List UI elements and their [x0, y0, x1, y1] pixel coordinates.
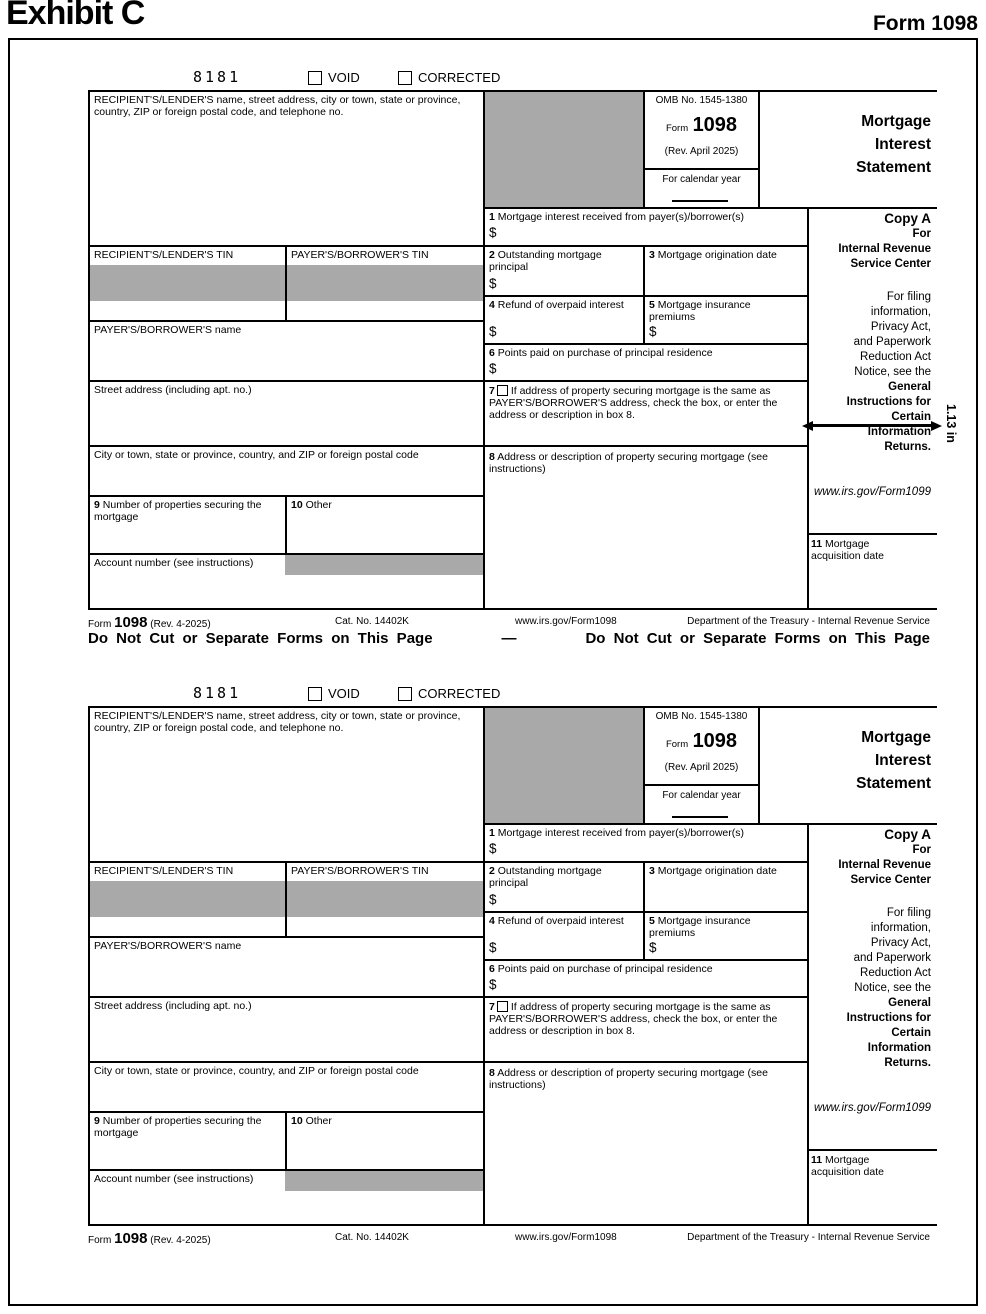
box2-amount-field[interactable]: $ — [489, 892, 497, 907]
grid-line — [643, 861, 645, 961]
box1-amount-field[interactable]: $ — [489, 841, 497, 856]
do-not-cut-dash: — — [501, 630, 517, 647]
void-field — [308, 686, 360, 701]
corrected-field — [398, 70, 500, 85]
box5-amount-field[interactable]: $ — [649, 940, 657, 955]
grid-line — [88, 861, 809, 863]
box10-label: 10 Other — [291, 1115, 332, 1127]
void-checkbox[interactable] — [308, 687, 322, 701]
box1-amount-field[interactable]: $ — [489, 225, 497, 240]
street-address-label: Street address (including apt. no.) — [94, 384, 252, 396]
corrected-checkbox[interactable] — [398, 71, 412, 85]
corrected-label: CORRECTED — [418, 70, 501, 85]
grid-line — [483, 295, 809, 297]
box7-checkbox[interactable] — [497, 1001, 508, 1012]
calendar-year-entry-line[interactable] — [672, 200, 728, 202]
grid-line — [88, 608, 937, 610]
calendar-year-entry-line[interactable] — [672, 816, 728, 818]
grid-line — [758, 706, 760, 823]
box4-label: 4 Refund of overpaid interest — [489, 915, 624, 927]
grid-line — [483, 823, 937, 825]
form-print-code: 8181 — [193, 68, 242, 86]
box7-label: 7 If address of property securing mortgage is the same as PAYER'S/BORROWER'S address, check the box, or enter the address or description in box 8. — [489, 1001, 778, 1038]
payer-tin-shaded-field[interactable] — [287, 881, 483, 917]
grid-line — [285, 495, 287, 555]
void-field — [308, 70, 360, 85]
footer-website-link: www.irs.gov/Form1098 — [515, 616, 617, 627]
measure-label: 1.13 in — [944, 404, 958, 443]
corrected-field — [398, 686, 500, 701]
form-1098-copy-1 — [88, 68, 968, 630]
recipient-tin-label: RECIPIENT'S/LENDER'S TIN — [94, 865, 234, 877]
footer-cat-no: Cat. No. 14402K — [335, 1232, 409, 1243]
box5-label: 5 Mortgage insurance premiums — [649, 299, 751, 324]
grid-line — [88, 1224, 937, 1226]
grid-line — [88, 245, 809, 247]
payer-tin-label: PAYER'S/BORROWER'S TIN — [291, 249, 429, 261]
void-checkbox[interactable] — [308, 71, 322, 85]
copy-a-block: Copy A For Internal Revenue Service Center For filing information, Privacy Act, and Paperwork Reduction Act Notice, see the General Instructions for Certain Information Returns. www.irs.gov/Form1099 — [809, 210, 931, 500]
calendar-year-label: For calendar year — [662, 174, 741, 185]
box6-label: 6 Points paid on purchase of principal residence — [489, 963, 713, 975]
box2-label: 2 Outstanding mortgage principal — [489, 249, 602, 274]
payer-name-label: PAYER'S/BORROWER'S name — [94, 324, 242, 336]
box10-label: 10 Other — [291, 499, 332, 511]
calendar-year-label: For calendar year — [662, 790, 741, 801]
grid-line — [483, 343, 809, 345]
box8-label: 8 Address or description of property securing mortgage (see instructions) — [489, 1067, 768, 1092]
city-state-zip-label: City or town, state or province, country, and ZIP or foreign postal code — [94, 449, 419, 461]
grid-line — [88, 380, 809, 382]
recipient-lender-block-label: RECIPIENT'S/LENDER'S name, street address, city or town, state or province, country, ZIP or foreign postal code, and telephone no. — [94, 94, 461, 119]
box4-label: 4 Refund of overpaid interest — [489, 299, 624, 311]
footer-form-id: Form 1098 (Rev. 4-2025) — [88, 1230, 211, 1247]
form-number-block — [645, 114, 758, 137]
box2-amount-field[interactable]: $ — [489, 276, 497, 291]
box5-amount-field[interactable]: $ — [649, 324, 657, 339]
box6-label: 6 Points paid on purchase of principal residence — [489, 347, 713, 359]
grid-line — [807, 533, 937, 535]
void-label: VOID — [328, 686, 360, 701]
recipient-tin-shaded-field[interactable] — [90, 265, 285, 301]
grid-line — [88, 445, 809, 447]
box8-label: 8 Address or description of property securing mortgage (see instructions) — [489, 451, 768, 476]
grid-line — [643, 245, 645, 345]
copy-a-website-link: www.irs.gov/Form1099 — [814, 1102, 931, 1114]
footer-website-link: www.irs.gov/Form1098 — [515, 1232, 617, 1243]
footer-department: Department of the Treasury - Internal Revenue Service — [687, 1232, 930, 1243]
grid-line — [88, 90, 90, 610]
copy-a-label: Copy A — [884, 827, 931, 842]
box4-amount-field[interactable]: $ — [489, 324, 497, 339]
grid-line — [483, 207, 937, 209]
form-1098 — [88, 68, 968, 630]
form-grid — [88, 90, 958, 610]
grid-line — [285, 1111, 287, 1171]
form-grid — [88, 706, 937, 1226]
revision-date: (Rev. April 2025) — [664, 762, 739, 773]
copy-a-website-link: www.irs.gov/Form1099 — [814, 486, 931, 498]
box3-label: 3 Mortgage origination date — [649, 865, 777, 877]
box1-label: 1 Mortgage interest received from payer(s)/borrower(s) — [489, 211, 745, 223]
do-not-cut-text-left: Do Not Cut or Separate Forms on This Page — [88, 630, 433, 647]
form-number: 1098 — [692, 730, 738, 752]
street-address-label: Street address (including apt. no.) — [94, 1000, 252, 1012]
form-footer — [88, 1228, 937, 1246]
grid-line — [758, 90, 760, 207]
form-1098 — [88, 684, 968, 1246]
shaded-entry-area[interactable] — [485, 92, 643, 207]
exhibit-title: Exhibit C — [6, 0, 145, 32]
recipient-tin-label: RECIPIENT'S/LENDER'S TIN — [94, 249, 234, 261]
shaded-entry-area[interactable] — [485, 708, 643, 823]
form-number: 1098 — [692, 114, 738, 136]
omb-number: OMB No. 1545-1380 — [655, 711, 748, 722]
payer-name-label: PAYER'S/BORROWER'S name — [94, 940, 242, 952]
recipient-lender-block-label: RECIPIENT'S/LENDER'S name, street address, city or town, state or province, country, ZIP or foreign postal code, and telephone no. — [94, 710, 461, 735]
account-number-shaded-field[interactable] — [285, 555, 483, 575]
box2-label: 2 Outstanding mortgage principal — [489, 865, 602, 890]
footer-department: Department of the Treasury - Internal Revenue Service — [687, 616, 930, 627]
box9-label: 9 Number of properties securing the mortgage — [94, 499, 262, 524]
form-title: Mortgage Interest Statement — [856, 729, 931, 792]
city-state-zip-label: City or town, state or province, country, and ZIP or foreign postal code — [94, 1065, 419, 1077]
omb-number: OMB No. 1545-1380 — [655, 95, 748, 106]
recipient-tin-shaded-field[interactable] — [90, 881, 285, 917]
box4-amount-field[interactable]: $ — [489, 940, 497, 955]
payer-tin-label: PAYER'S/BORROWER'S TIN — [291, 865, 429, 877]
box6-amount-field[interactable]: $ — [489, 361, 497, 376]
grid-line — [483, 911, 809, 913]
grid-line — [88, 706, 90, 1226]
box7-label: 7 If address of property securing mortgage is the same as PAYER'S/BORROWER'S address, check the box, or enter the address or description in box 8. — [489, 385, 778, 422]
footer-cat-no: Cat. No. 14402K — [335, 616, 409, 627]
account-number-label: Account number (see instructions) — [94, 557, 254, 569]
corrected-label: CORRECTED — [418, 686, 501, 701]
do-not-cut-warning — [88, 630, 930, 647]
payer-tin-shaded-field[interactable] — [287, 265, 483, 301]
box11-label: 11 Mortgage acquisition date — [811, 538, 884, 563]
header-form-label: Form 1098 — [872, 12, 978, 35]
grid-line — [643, 784, 758, 786]
do-not-cut-text-right: Do Not Cut or Separate Forms on This Page — [585, 630, 930, 647]
form-footer — [88, 612, 937, 630]
box1-label: 1 Mortgage interest received from payer(s)/borrower(s) — [489, 827, 745, 839]
form-number-block — [645, 730, 758, 753]
revision-date: (Rev. April 2025) — [664, 146, 739, 157]
box3-label: 3 Mortgage origination date — [649, 249, 777, 261]
form-word: Form — [665, 123, 689, 134]
account-number-shaded-field[interactable] — [285, 1171, 483, 1191]
box11-label: 11 Mortgage acquisition date — [811, 1154, 884, 1179]
copy-a-label: Copy A — [884, 211, 931, 226]
measure-arrow-icon — [802, 421, 942, 430]
box9-label: 9 Number of properties securing the mortgage — [94, 1115, 262, 1140]
grid-line — [483, 959, 809, 961]
footer-form-id: Form 1098 (Rev. 4-2025) — [88, 614, 211, 631]
void-label: VOID — [328, 70, 360, 85]
copy-a-block: Copy A For Internal Revenue Service Center For filing information, Privacy Act, and Paperwork Reduction Act Notice, see the General Instructions for Certain Information Returns. www.irs.gov/Form1099 — [809, 826, 931, 1116]
box7-checkbox[interactable] — [497, 385, 508, 396]
form-print-code: 8181 — [193, 684, 242, 702]
grid-line — [88, 996, 809, 998]
grid-line — [807, 1149, 937, 1151]
form-title: Mortgage Interest Statement — [856, 113, 931, 176]
account-number-label: Account number (see instructions) — [94, 1173, 254, 1185]
form-word: Form — [665, 739, 689, 750]
grid-line — [88, 1061, 809, 1063]
form-1098-copy-2 — [88, 684, 968, 1246]
corrected-checkbox[interactable] — [398, 687, 412, 701]
box5-label: 5 Mortgage insurance premiums — [649, 915, 751, 940]
grid-line — [643, 168, 758, 170]
box6-amount-field[interactable]: $ — [489, 977, 497, 992]
